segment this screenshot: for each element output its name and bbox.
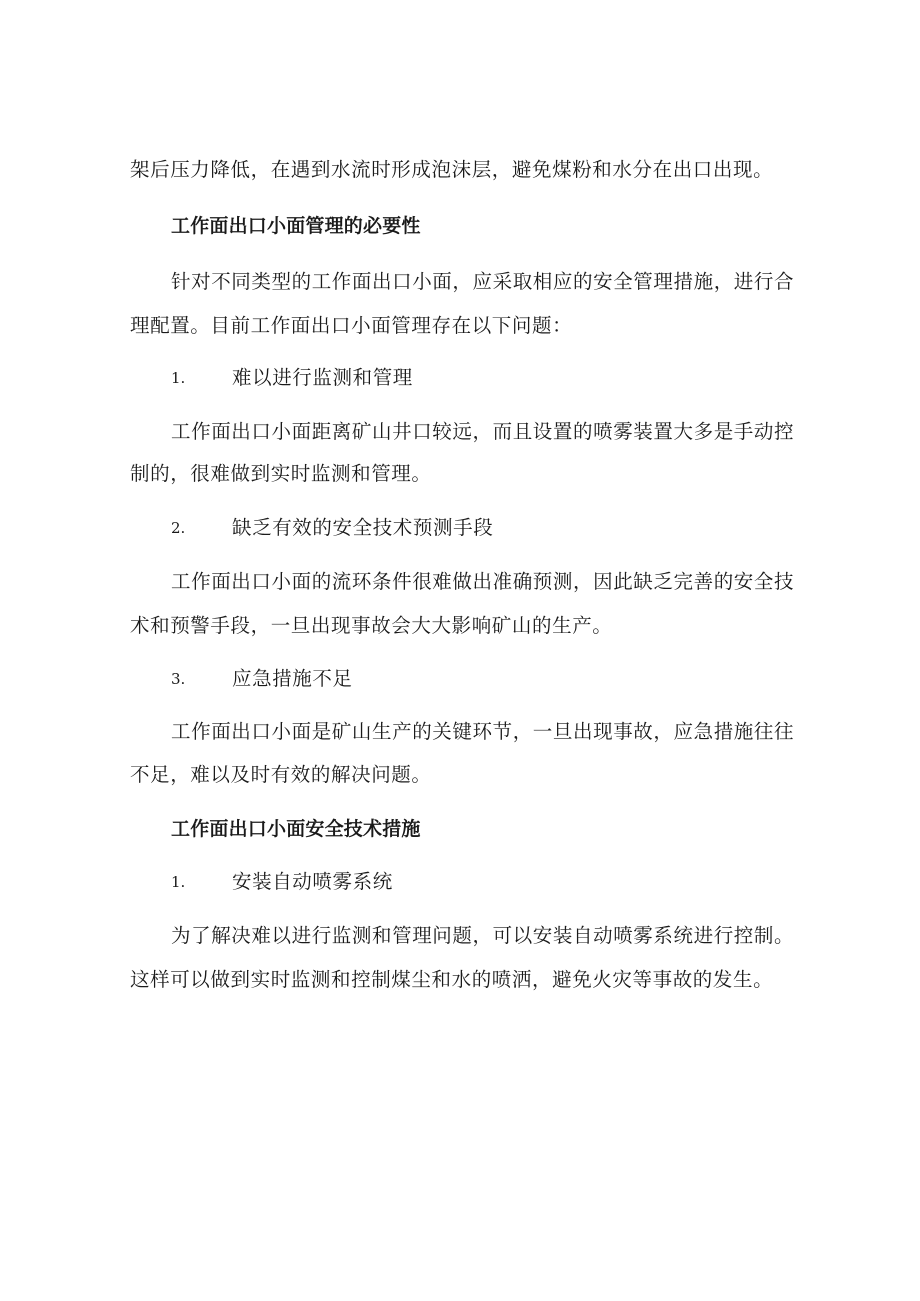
list-number: 2. <box>171 519 186 537</box>
list-number: 1. <box>171 369 186 387</box>
paragraph-line: 制的，很难做到实时监测和管理。 <box>130 462 432 485</box>
list-number: 3. <box>171 670 186 688</box>
paragraph-line: 不足，难以及时有效的解决问题。 <box>130 763 432 786</box>
list-item-title: 缺乏有效的安全技术预测手段 <box>232 516 494 539</box>
paragraph-line: 针对不同类型的工作面出口小面，应采取相应的安全管理措施，进行合 <box>171 270 795 293</box>
list-item-title: 应急措施不足 <box>232 667 353 690</box>
paragraph-line: 术和预警手段，一旦出现事故会大大影响矿山的生产。 <box>130 614 613 637</box>
paragraph-line: 理配置。目前工作面出口小面管理存在以下问题： <box>130 314 573 337</box>
paragraph-line: 这样可以做到实时监测和控制煤尘和水的喷洒，避免火灾等事故的发生。 <box>130 968 774 991</box>
list-item-title: 难以进行监测和管理 <box>232 366 413 389</box>
list-item-title: 安装自动喷雾系统 <box>232 870 393 893</box>
list-number: 1. <box>171 873 186 891</box>
section-heading-necessity: 工作面出口小面管理的必要性 <box>171 215 421 237</box>
paragraph-line: 工作面出口小面是矿山生产的关键环节，一旦出现事故，应急措施往往 <box>171 720 795 743</box>
paragraph-intro-tail: 架后压力降低，在遇到水流时形成泡沫层，避免煤粉和水分在出口出现。 <box>130 158 774 181</box>
paragraph-line: 工作面出口小面距离矿山井口较远，而且设置的喷雾装置大多是手动控 <box>171 420 795 443</box>
section-heading-measures: 工作面出口小面安全技术措施 <box>171 818 421 840</box>
paragraph-line: 工作面出口小面的流环条件很难做出准确预测，因此缺乏完善的安全技 <box>171 570 795 593</box>
paragraph-line: 为了解决难以进行监测和管理问题，可以安装自动喷雾系统进行控制。 <box>171 924 795 947</box>
